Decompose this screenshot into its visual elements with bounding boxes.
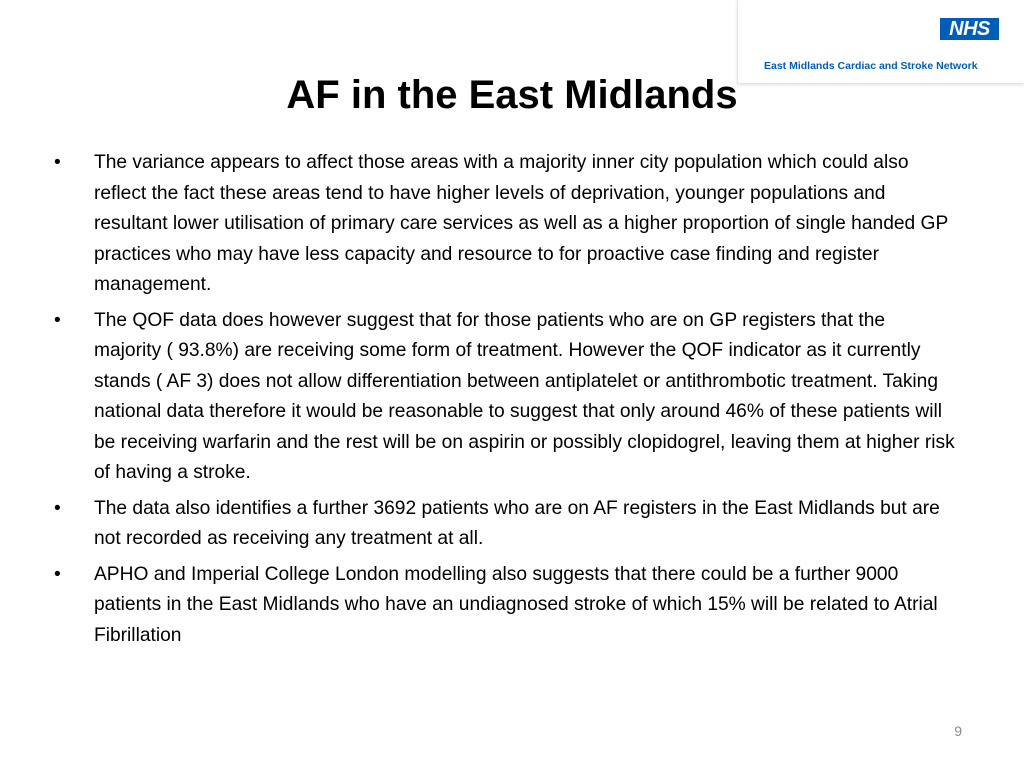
network-name: East Midlands Cardiac and Stroke Network xyxy=(764,60,978,72)
bullet-text: APHO and Imperial College London modelling also suggests that there could be a further 9000 patients in the East Midlands who have an undiagnosed stroke of which 15% will be related to Atrial Fibrillation xyxy=(94,563,938,646)
bullet-item xyxy=(52,148,957,301)
page-number: 9 xyxy=(954,723,962,739)
slide-title: AF in the East Midlands xyxy=(286,73,738,117)
bullet-item xyxy=(52,494,957,555)
bullet-item xyxy=(52,560,957,652)
bullet-list xyxy=(52,148,957,656)
bullet-text: The data also identifies a further 3692 patients who are on AF registers in the East Midlands but are not recorded as receiving any treatment at all. xyxy=(94,497,940,549)
bullet-text: The variance appears to affect those areas with a majority inner city population which could also reflect the fact these areas tend to have higher levels of deprivation, younger populations and resultant lower utilisation of primary care services as well as a higher proportion of single handed GP practices who may have less capacity and resource to for proactive case finding and register management. xyxy=(94,152,948,295)
bullet-icon: • xyxy=(54,563,61,585)
bullet-icon: • xyxy=(54,152,61,173)
bullet-icon: • xyxy=(54,309,61,331)
nhs-logo: NHS xyxy=(940,18,999,40)
bullet-item xyxy=(52,306,957,489)
bullet-icon: • xyxy=(54,497,61,519)
bullet-text: The QOF data does however suggest that for those patients who are on GP registers that the majority ( 93.8%) are receiving some form of treatment. However the QOF indicator as it currently stands ( AF 3) does not allow differentiation between antiplatelet or antithrombotic treatment. Taking national data therefore it would be reasonable to suggest that only around 46% of these patients will be receiving warfarin and the rest will be on aspirin or possibly clopidogrel, leaving them at higher risk of having a stroke. xyxy=(94,309,955,483)
